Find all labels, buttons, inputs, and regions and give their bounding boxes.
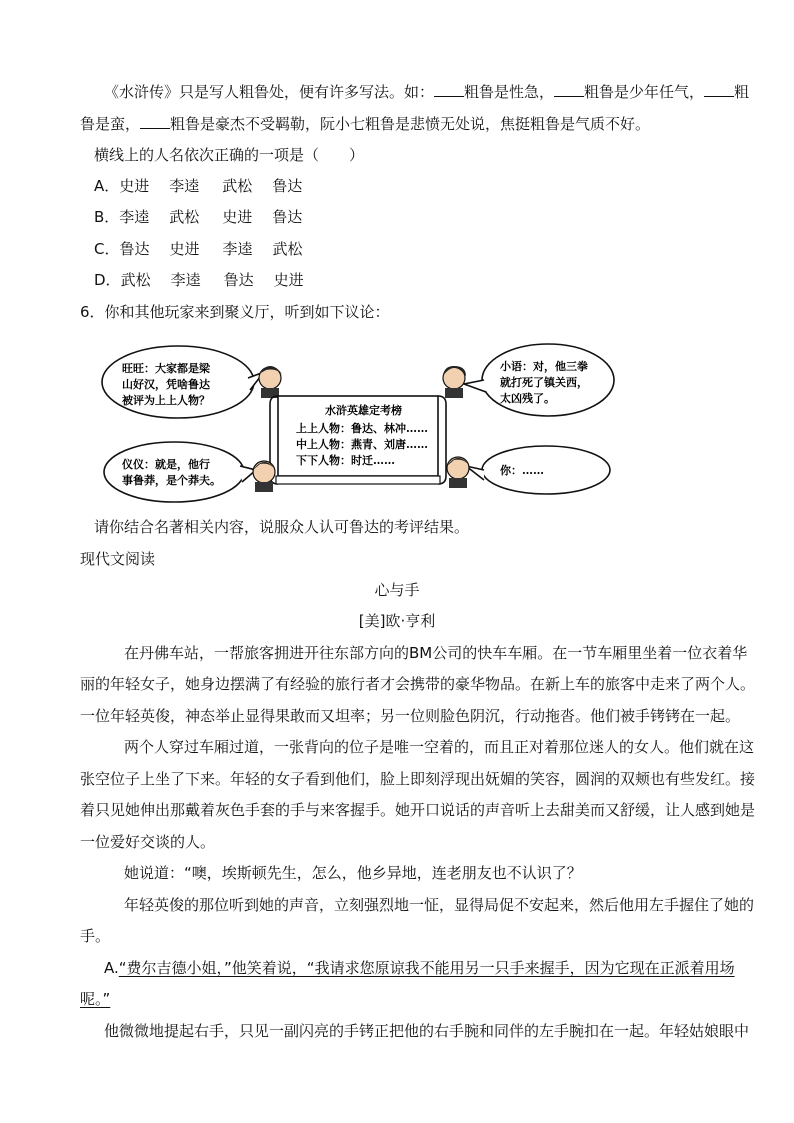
story-paragraph-line: 两个人穿过车厢过道，一张背向的位子是唯一空着的，而且正对着那位迷人的女人。他们就在这 <box>124 738 755 756</box>
q5-option-d[interactable]: D．武松 李逵 鲁达 史进 <box>94 271 304 289</box>
story-underlined-sentence-a: A.“费尔吉德小姐，”他笑着说，“我请求您原谅我不能用另一只手来握手，因为它现在正派着用场 <box>104 959 735 977</box>
section-heading: 现代文阅读 <box>80 550 156 568</box>
bubble-text-line: 被评为上上人物？ <box>122 394 210 407</box>
story-paragraph-line: 张空位子上坐了下来。年轻的女子看到他们，脸上即刻浮现出妩媚的笑容，圆润的双颊也有些发红。接 <box>80 770 756 788</box>
story-paragraph-line: 一位爱好交谈的人。 <box>80 833 216 851</box>
discussion-illustration <box>100 340 620 510</box>
speech-bubble-you <box>466 446 610 494</box>
story-paragraph-line: 一位年轻英俊，神态举止显得果敢而又坦率；另一位则脸色阴沉，行动拖沓。他们被手铐铐在一起。 <box>80 707 741 725</box>
scroll-line: 下下人物：时迁…… <box>296 454 395 467</box>
story-paragraph-line: 他微微地提起右手，只见一副闪亮的手铐正把他的右手腕和同伴的左手腕扣在一起。年轻姑娘眼中 <box>104 1022 750 1040</box>
avatar-you <box>447 457 470 488</box>
story-paragraph-line: 着只见她伸出那戴着灰色手套的手与来客握手。她开口说话的声音听上去甜美而又舒缓，让人感到她是 <box>80 801 756 819</box>
q5-paragraph-line-1: 《水浒传》只是写人粗鲁处，便有许多写法。如： 粗鲁是性急， 粗鲁是少年任气， 粗 <box>104 83 750 101</box>
q5-paragraph-line-2: 鲁是蛮， 粗鲁是豪杰不受羁勒，阮小七粗鲁是悲愤无处说，焦挺粗鲁是气质不好。 <box>80 115 651 133</box>
q6-heading: 6．你和其他玩家来到聚义厅，听到如下议论： <box>80 303 390 321</box>
bubble-text-line: 旺旺：大家都是梁 <box>122 362 210 375</box>
q5-option-a[interactable]: A．史进 李逵 武松 鲁达 <box>94 177 303 195</box>
speech-bubble-xiaoyu <box>464 344 614 416</box>
answer-blank-2 <box>554 82 584 97</box>
q5-option-c[interactable]: C．鲁达 史进 李逵 武松 <box>94 240 303 258</box>
speech-bubble-yiyi <box>104 442 256 502</box>
answer-blank-4 <box>140 114 170 129</box>
scroll-line: 中上人物：燕青、刘唐…… <box>296 438 428 451</box>
avatar-yiyi <box>253 461 276 492</box>
q6-task: 请你结合名著相关内容，说服众人认可鲁达的考评结果。 <box>94 518 470 536</box>
story-paragraph-line: 丽的年轻女子，她身边摆满了有经验的旅行者才会携带的豪华物品。在新上车的旅客中走来了两个人。 <box>80 675 756 693</box>
story-underlined-sentence-a-end: 呢。” <box>80 990 111 1008</box>
avatar-wangwang <box>259 366 282 398</box>
answer-blank-3 <box>704 82 734 97</box>
story-paragraph-line: 在丹佛车站，一帮旅客拥进开往东部方向的BM公司的快车车厢。在一节车厢里坐着一位衣着华 <box>124 644 748 662</box>
bubble-text-line: 事鲁莽，是个莽夫。 <box>122 474 221 487</box>
avatar-xiaoyu <box>443 366 466 398</box>
ranking-scroll <box>270 396 446 484</box>
scroll-line: 上上人物：鲁达、林冲…… <box>296 422 428 435</box>
answer-blank-1 <box>434 82 464 97</box>
story-paragraph-line: 手。 <box>80 927 111 945</box>
q5-prompt: 横线上的人名依次正确的一项是（ ） <box>94 146 365 164</box>
bubble-text-line: 就打死了镇关西， <box>500 376 588 389</box>
bubble-text-line: 仪仪：就是，他行 <box>122 458 210 471</box>
story-author: [美]欧·亨利 <box>358 612 436 630</box>
q5-option-b[interactable]: B．李逵 武松 史进 鲁达 <box>94 208 303 226</box>
bubble-text-line: 你：…… <box>500 464 544 477</box>
speech-bubble-wangwang <box>102 346 264 418</box>
bubble-text-line: 山好汉，凭啥鲁达 <box>122 378 210 391</box>
story-title: 心与手 <box>374 581 420 599</box>
story-paragraph-line: 她说道：“噢，埃斯顿先生，怎么，他乡异地，连老朋友也不认识了？ <box>124 864 582 882</box>
story-paragraph-line: 年轻英俊的那位听到她的声音，立刻强烈地一怔，显得局促不安起来，然后他用左手握住了她的 <box>124 896 755 914</box>
bubble-text-line: 小语：对，他三拳 <box>500 360 588 373</box>
bubble-text-line: 太凶残了。 <box>500 392 555 405</box>
scroll-title: 水浒英雄定考榜 <box>325 404 402 417</box>
